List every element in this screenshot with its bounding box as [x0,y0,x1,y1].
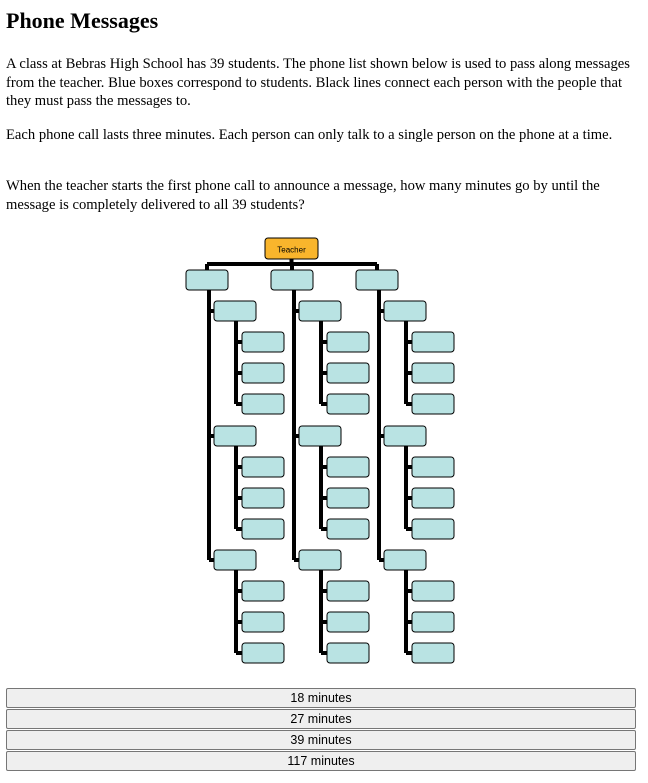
student-box-level1 [356,270,398,290]
student-box-level3 [327,332,369,352]
student-box-level3 [412,457,454,477]
student-box-level3 [242,488,284,508]
phone-tree-diagram [0,230,648,670]
student-box-level3 [412,612,454,632]
answer-option-3[interactable]: 39 minutes [6,730,636,750]
student-box-level3 [242,612,284,632]
intro-paragraph: A class at Bebras High School has 39 students. The phone list shown below is used to pass along messages from the teacher. Blue boxes correspond to students. Black lines connect each person with the people that they must pass the messages to. [6,56,630,109]
student-box-level2 [214,301,256,321]
student-box-level2 [299,426,341,446]
teacher-label: Teacher [277,245,306,255]
answer-option-4[interactable]: 117 minutes [6,751,636,771]
student-box-level2 [384,426,426,446]
student-box-level3 [412,488,454,508]
answer-option-1[interactable]: 18 minutes [6,688,636,708]
student-box-level1 [271,270,313,290]
student-box-level3 [327,643,369,663]
student-box-level3 [412,394,454,414]
student-box-level3 [327,457,369,477]
student-box-level2 [214,550,256,570]
student-box-level3 [412,643,454,663]
student-box-level3 [327,488,369,508]
student-box-level3 [242,332,284,352]
student-box-level2 [384,301,426,321]
question-paragraph: When the teacher starts the first phone call to announce a message, how many minutes go by until the message is completely delivered to all 39 students? [6,178,600,213]
student-box-level2 [299,550,341,570]
rules-paragraph: Each phone call lasts three minutes. Each person can only talk to a single person on the phone at a time. [6,127,613,143]
student-box-level3 [242,519,284,539]
student-box-level3 [242,363,284,383]
student-box-level3 [412,363,454,383]
answer-options [6,688,636,772]
student-box-level3 [327,612,369,632]
student-box-level2 [299,301,341,321]
student-box-level3 [327,394,369,414]
student-box-level3 [242,394,284,414]
student-box-level3 [242,581,284,601]
student-box-level3 [327,363,369,383]
student-box-level3 [412,332,454,352]
student-box-level1 [186,270,228,290]
student-box-level3 [327,519,369,539]
student-box-level2 [384,550,426,570]
student-box-level3 [412,519,454,539]
page-title: Phone Messages [6,8,159,33]
student-box-level3 [327,581,369,601]
answer-option-2[interactable]: 27 minutes [6,709,636,729]
student-box-level2 [214,426,256,446]
student-box-level3 [412,581,454,601]
student-box-level3 [242,643,284,663]
student-box-level3 [242,457,284,477]
